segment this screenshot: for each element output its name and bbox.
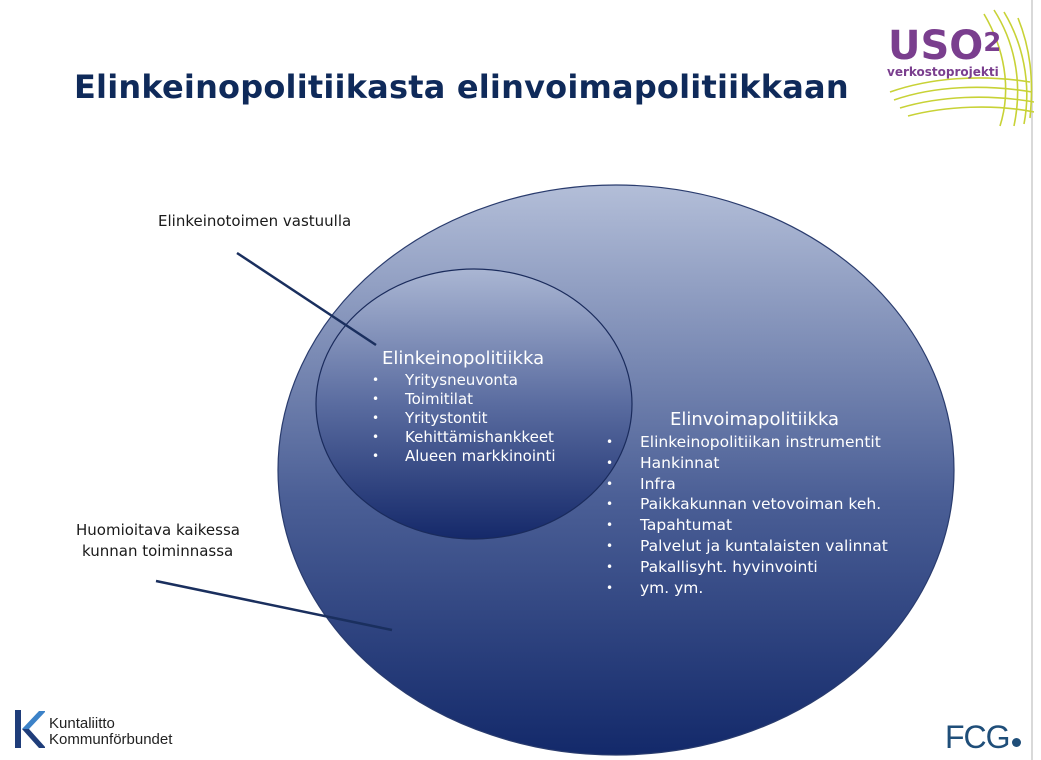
bullet: • xyxy=(372,392,380,406)
list-item xyxy=(372,371,556,390)
bullet: • xyxy=(606,580,614,595)
outer-circle-title: Elinvoimapolitiikka xyxy=(670,409,840,430)
bullet: • xyxy=(372,449,380,463)
outer-circle-list xyxy=(606,432,888,598)
list-item xyxy=(606,578,888,599)
bullet: • xyxy=(606,435,614,449)
page-title: Elinkeinopolitiikasta elinvoimapolitiikkaan xyxy=(74,68,849,106)
uso-logo-main: USO xyxy=(888,23,984,69)
list-item xyxy=(606,453,888,474)
list-item xyxy=(372,409,556,428)
bullet: • xyxy=(606,559,614,574)
list-item-text: Alueen markkinointi xyxy=(405,447,556,465)
kuntaliitto-line2: Kommunförbundet xyxy=(49,731,173,748)
list-item-text: Tapahtumat xyxy=(640,516,733,535)
bullet: • xyxy=(606,455,614,470)
list-item xyxy=(372,390,556,409)
list-item-text: Kehittämishankkeet xyxy=(405,428,554,446)
list-item-text: Elinkeinopolitiikan instrumentit xyxy=(640,433,881,451)
kuntaliitto-k-icon xyxy=(13,708,45,750)
kuntaliitto-line1: Kuntaliitto xyxy=(49,715,115,732)
bullet: • xyxy=(606,476,614,491)
list-item-text: Paikkakunnan vetovoiman keh. xyxy=(640,495,882,514)
uso-logo-superscript: 2 xyxy=(983,28,1002,58)
list-item xyxy=(606,494,888,515)
fcg-logo-dot-icon xyxy=(1012,738,1021,747)
inner-circle-title: Elinkeinopolitiikka xyxy=(382,348,545,369)
list-item-text: Yritysneuvonta xyxy=(405,371,518,389)
bullet: • xyxy=(372,373,380,387)
list-item xyxy=(606,536,888,557)
inner-circle-content xyxy=(372,347,556,466)
outer-circle-content xyxy=(606,408,888,598)
fcg-logo-text: FCG xyxy=(945,719,1010,755)
inner-circle-list xyxy=(372,371,556,466)
bullet: • xyxy=(606,518,614,533)
list-item-text: Yritystontit xyxy=(405,409,488,427)
list-item xyxy=(606,557,888,578)
list-item-text: ym. ym. xyxy=(640,578,704,597)
list-item xyxy=(372,447,556,466)
bullet: • xyxy=(606,497,614,512)
list-item xyxy=(606,432,888,453)
list-item xyxy=(606,474,888,495)
label-elinkeinotoimen-vastuulla: Elinkeinotoimen vastuulla xyxy=(158,212,352,230)
bullet: • xyxy=(372,430,380,444)
kuntaliitto-text xyxy=(49,716,172,748)
label-huomioitava-line1: Huomioitava kaikessa xyxy=(76,521,240,539)
list-item-text: Toimitilat xyxy=(405,390,474,408)
list-item xyxy=(372,428,556,447)
list-item xyxy=(606,515,888,536)
label-huomioitava-line2: kunnan toiminnassa xyxy=(82,542,234,560)
list-item-text: Palvelut ja kuntalaisten valinnat xyxy=(640,536,888,555)
list-item-text: Hankinnat xyxy=(640,453,720,472)
bullet: • xyxy=(372,411,380,425)
list-item-text: Pakallisyht. hyvinvointi xyxy=(640,557,818,576)
bullet: • xyxy=(606,538,614,553)
uso-logo-subtitle: verkostoprojekti xyxy=(887,65,999,79)
list-item-text: Infra xyxy=(640,474,676,493)
